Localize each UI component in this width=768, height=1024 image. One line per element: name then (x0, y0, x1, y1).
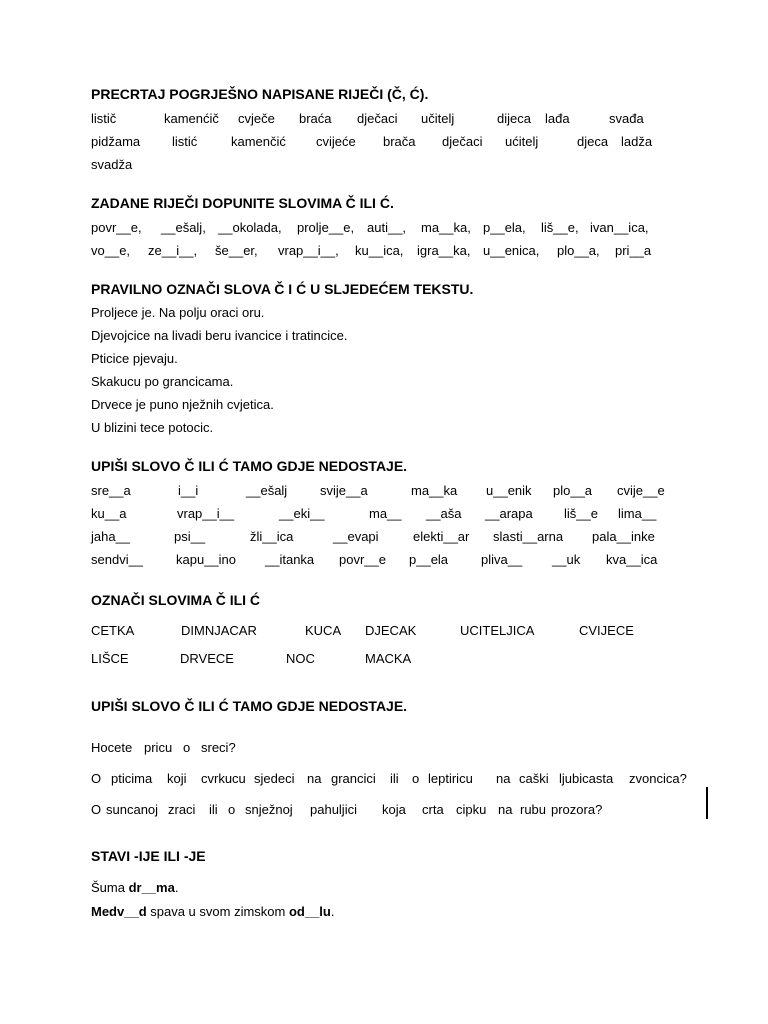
word: i__i (178, 483, 199, 498)
word: pticima (111, 771, 153, 786)
word: cipku (456, 802, 487, 817)
word: zvoncica? (629, 771, 687, 786)
word: koja (382, 802, 406, 817)
word: ladža (621, 134, 653, 149)
word: leptiricu (428, 771, 473, 786)
word: p__ela, (483, 220, 526, 235)
word: crta (422, 802, 444, 817)
word: cvijeće (316, 134, 356, 149)
text-line-1: Proljece je. Na polju oraci oru. (91, 305, 265, 320)
word: listič (91, 111, 117, 126)
word: u__enica, (483, 243, 540, 258)
sentence-1-end: . (174, 880, 179, 895)
word: DRVECE (180, 651, 234, 666)
word: UCITELJICA (460, 623, 535, 638)
word: ljubicasta (559, 771, 614, 786)
sentence-2-blank-word-1: Medv__d (91, 904, 147, 919)
word: dječaci (357, 111, 398, 126)
word: lima__ (618, 506, 657, 521)
word: slasti__arna (493, 529, 564, 544)
word: __evapi (333, 529, 379, 544)
word: brača (383, 134, 416, 149)
word: prozora? (551, 802, 603, 817)
word: povr__e, (91, 220, 142, 235)
word: __arapa (485, 506, 533, 521)
word: o (412, 771, 420, 786)
word: listić (172, 134, 198, 149)
word: psi__ (174, 529, 206, 544)
word: pliva__ (481, 552, 523, 567)
word: elekti__ar (413, 529, 470, 544)
section-5-title: OZNAČI SLOVIMA Č ILI Ć (91, 592, 261, 608)
word: vrap__i__ (177, 506, 235, 521)
word: vo__e, (91, 243, 131, 258)
word: lađa (545, 111, 570, 126)
sentence-1 (91, 880, 178, 895)
word: svije__a (320, 483, 368, 498)
word: auti__, (367, 220, 407, 235)
word: ivan__ica, (590, 220, 649, 235)
word: jaha__ (91, 529, 131, 544)
word: kamenćič (164, 111, 219, 126)
word: __ešalj (246, 483, 288, 498)
text-line-2: Djevojcice na livadi beru ivancice i tratincice. (91, 328, 348, 343)
text-line-6: U blizini tece potocic. (91, 420, 214, 435)
word: žli__ica (250, 529, 294, 544)
word: __eki__ (279, 506, 325, 521)
sentence-2-end: . (330, 904, 335, 919)
word: O (91, 802, 102, 817)
word: p__ela (409, 552, 449, 567)
word: braća (299, 111, 332, 126)
word: NOC (286, 651, 315, 666)
word: pahuljici (310, 802, 357, 817)
word: o (183, 740, 191, 755)
word: še__er, (215, 243, 258, 258)
section-7-title: STAVI -IJE ILI -JE (91, 848, 206, 864)
word: pricu (144, 740, 173, 755)
sentence-2 (91, 904, 335, 919)
text-cursor (706, 787, 708, 819)
text-line-3: Pticice pjevaju. (91, 351, 178, 366)
word: LIŠCE (91, 651, 129, 666)
word: kva__ica (606, 552, 658, 567)
word: ma__ka, (421, 220, 471, 235)
section-3-title: PRAVILNO OZNAČI SLOVA Č I Ć U SLJEDEĆEM TEKSTU. (91, 281, 474, 297)
word: na (496, 771, 511, 786)
word: dječaci (442, 134, 483, 149)
sentence-2-middle: spava u svom zimskom (146, 904, 289, 919)
word: suncanoj (106, 802, 159, 817)
word: cvječe (238, 111, 275, 126)
word: ze__i__, (148, 243, 198, 258)
word: snježnoj (245, 802, 293, 817)
word: kapu__ino (176, 552, 236, 567)
word: ma__ka (411, 483, 458, 498)
word: ili (209, 802, 218, 817)
word: svadža (91, 157, 133, 172)
word: vrap__i__, (278, 243, 339, 258)
word: ku__ica, (355, 243, 404, 258)
word: na (498, 802, 513, 817)
word: __ešalj, (161, 220, 206, 235)
word: MACKA (365, 651, 412, 666)
word: učitelj (421, 111, 455, 126)
word: svađa (609, 111, 644, 126)
word: igra__ka, (417, 243, 471, 258)
word: CETKA (91, 623, 135, 638)
word: ućitelj (505, 134, 539, 149)
word: sjedeci (254, 771, 295, 786)
word: ma__ (369, 506, 402, 521)
word: DJECAK (365, 623, 417, 638)
sentence-1-blank-word: dr__ma (128, 880, 175, 895)
word: kamenčić (231, 134, 286, 149)
word: zraci (168, 802, 196, 817)
word: dijeca (497, 111, 531, 126)
word: __okolada, (218, 220, 282, 235)
sentence-2-blank-word-2: od__lu (288, 904, 331, 919)
word: pidžama (91, 134, 141, 149)
section-1-title: PRECRTAJ POGRJEŠNO NAPISANE RIJEČI (Č, Ć). (91, 86, 429, 102)
word: ili (390, 771, 399, 786)
word: caški (519, 771, 549, 786)
section-4-title: UPIŠI SLOVO Č ILI Ć TAMO GDJE NEDOSTAJE. (91, 458, 408, 474)
word: plo__a, (557, 243, 600, 258)
word: u__enik (486, 483, 532, 498)
word: povr__e (339, 552, 386, 567)
section-6-title: UPIŠI SLOVO Č ILI Ć TAMO GDJE NEDOSTAJE. (91, 698, 408, 714)
word: pala__inke (592, 529, 655, 544)
word: rubu (520, 802, 547, 817)
word: plo__a (553, 483, 593, 498)
word: djeca (577, 134, 609, 149)
word: liš__e, (541, 220, 579, 235)
word: sreci? (201, 740, 236, 755)
word: DIMNJACAR (181, 623, 257, 638)
word: cvrkucu (201, 771, 246, 786)
word: O (91, 771, 102, 786)
word: Hocete (91, 740, 133, 755)
word: pri__a (615, 243, 652, 258)
text-line-5: Drvece je puno nježnih cvjetica. (91, 397, 274, 412)
word: o (228, 802, 236, 817)
word: na (307, 771, 322, 786)
text-line-4: Skakucu po grancicama. (91, 374, 234, 389)
word: sre__a (91, 483, 131, 498)
word: CVIJECE (579, 623, 634, 638)
word: prolje__e, (297, 220, 355, 235)
word: KUCA (305, 623, 342, 638)
word: __uk (552, 552, 581, 567)
word: grancici (331, 771, 376, 786)
word: __itanka (265, 552, 315, 567)
sentence-1-part-a: Šuma (91, 880, 129, 895)
word: sendvi__ (91, 552, 144, 567)
word: __aša (426, 506, 462, 521)
word: liš__e (564, 506, 598, 521)
section-2-title: ZADANE RIJEČI DOPUNITE SLOVIMA Č ILI Ć. (91, 195, 394, 211)
word: ku__a (91, 506, 127, 521)
word: koji (167, 771, 187, 786)
word: cvije__e (617, 483, 665, 498)
